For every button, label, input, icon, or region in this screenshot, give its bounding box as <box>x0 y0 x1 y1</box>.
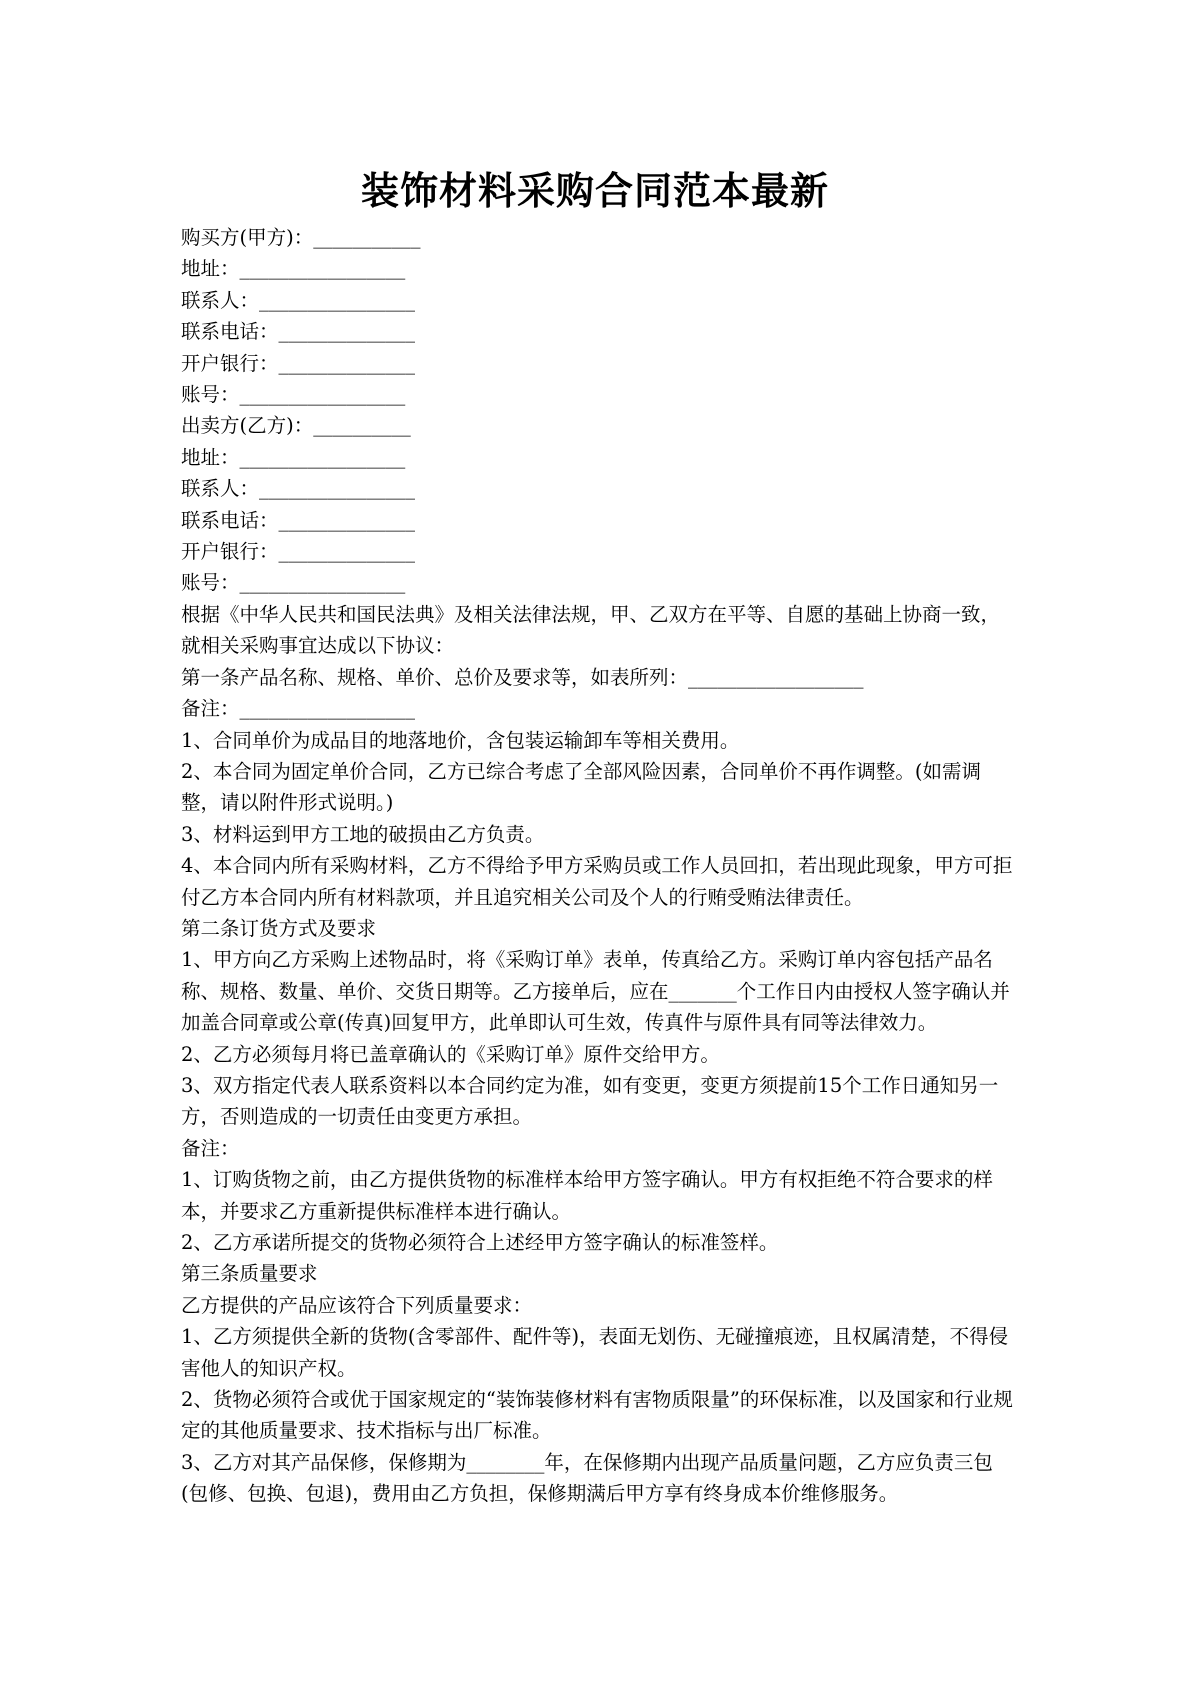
document-paragraph: 地址：_________________ <box>181 445 406 469</box>
document-paragraph: 第一条产品名称、规格、单价、总价及要求等，如表所列：__________________ <box>181 665 864 689</box>
document-paragraph: 3、材料运到甲方工地的破损由乙方负责。 <box>181 822 545 846</box>
document-paragraph: 第三条质量要求 <box>181 1262 318 1286</box>
document-paragraph: 联系人：________________ <box>181 477 416 501</box>
document-paragraph: 第二条订货方式及要求 <box>181 916 377 940</box>
document-paragraph: 账号：_________________ <box>181 383 406 407</box>
document-paragraph: 2、乙方承诺所提交的货物必须符合上述经甲方签字确认的标准签样。 <box>181 1231 779 1254</box>
document-paragraph: 备注： <box>181 1136 240 1160</box>
document-paragraph: 2、货物必须符合或优于国家规定的“装饰装修材料有害物质限量”的环保标准，以及国家和行业规定的其他质量要求、技术指标与出厂标准。 <box>181 1388 1013 1443</box>
document-paragraph: 联系电话：______________ <box>181 508 416 532</box>
document-title: 装饰材料采购合同范本最新 <box>360 169 829 213</box>
document-paragraph: 根据《中华人民共和国民法典》及相关法律法规，甲、乙双方在平等、自愿的基础上协商一致，就相关采购事宜达成以下协议： <box>181 602 1001 658</box>
document-paragraph: 1、合同单价为成品目的地落地价，含包装运输卸车等相关费用。 <box>181 728 740 752</box>
document-paragraph: 出卖方(乙方)：__________ <box>181 414 411 438</box>
document-paragraph: 2、乙方必须每月将已盖章确认的《采购订单》原件交给甲方。 <box>181 1042 720 1066</box>
document-paragraph: 3、乙方对其产品保修，保修期为________年，在保修期内出现产品质量问题，乙方应负责三包(包修、包换、包退)，费用由乙方负担，保修期满后甲方享有终身成本价维修服务。 <box>181 1450 993 1506</box>
document-paragraph: 开户银行：______________ <box>181 351 416 375</box>
document-paragraph: 联系人：________________ <box>181 288 416 312</box>
document-paragraph: 购买方(甲方)：___________ <box>181 226 421 249</box>
document-paragraph: 乙方提供的产品应该符合下列质量要求： <box>181 1293 533 1317</box>
document-paragraph: 4、本合同内所有采购材料，乙方不得给予甲方采购员或工作人员回扣，若出现此现象，甲方可拒付乙方本合同内所有材料款项，并且追究相关公司及个人的行贿受贿法律责任。 <box>181 854 1013 909</box>
document-paragraph: 开户银行：______________ <box>181 540 416 564</box>
document-paragraph: 备注：__________________ <box>181 697 416 721</box>
document-paragraph: 1、订购货物之前，由乙方提供货物的标准样本给甲方签字确认。甲方有权拒绝不符合要求的样本，并要求乙方重新提供标准样本进行确认。 <box>181 1168 993 1223</box>
document-paragraph: 2、本合同为固定单价合同，乙方已综合考虑了全部风险因素，合同单价不再作调整。(如需调整，请以附件形式说明。) <box>181 759 982 815</box>
document-paragraph: 1、乙方须提供全新的货物(含零部件、配件等)，表面无划伤、无碰撞痕迹，且权属清楚，不得侵害他人的知识产权。 <box>181 1325 1009 1380</box>
document-paragraph: 3、双方指定代表人联系资料以本合同约定为准，如有变更，变更方须提前15个工作日通知另一方，否则造成的一切责任由变更方承担。 <box>181 1073 999 1129</box>
document-paragraph: 1、甲方向乙方采购上述物品时，将《采购订单》表单，传真给乙方。采购订单内容包括产品名称、规格、数量、单价、交货日期等。乙方接单后，应在_______个工作日内由授权人签字确认并加盖合同章或公章(传真)回复甲方，此单即认可生效，传真件与原件具有同等法律效力。 <box>181 948 1010 1035</box>
document-paragraph: 账号：_________________ <box>181 571 406 595</box>
document-paragraph: 联系电话：______________ <box>181 320 416 344</box>
document-paragraph: 地址：_________________ <box>181 257 406 281</box>
document-body <box>181 222 1019 1510</box>
